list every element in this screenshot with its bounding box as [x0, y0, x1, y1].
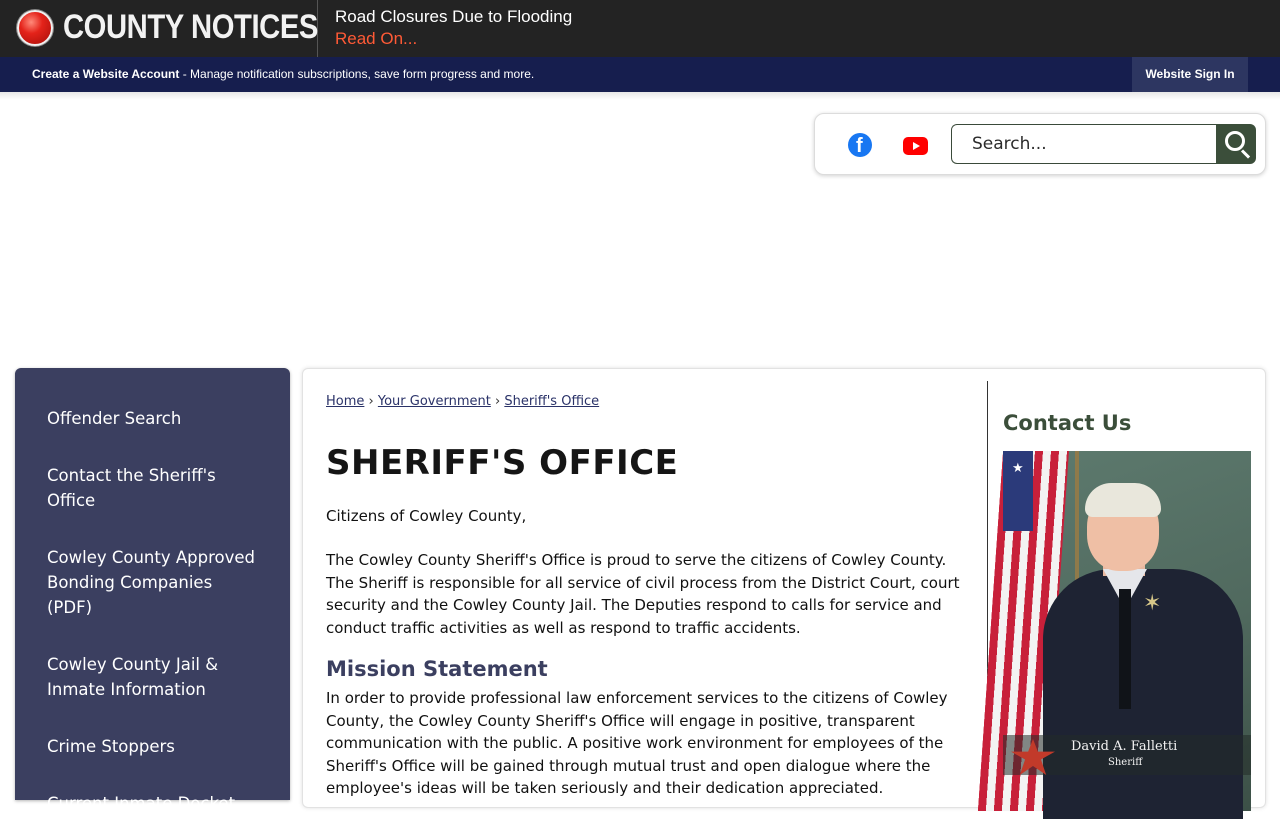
- main-content: [302, 368, 1266, 808]
- sheriff-photo: ★ ✶ David A. Falletti Sheriff: [1003, 451, 1251, 811]
- county-notices-title: COUNTY NOTICES: [63, 8, 319, 46]
- sheriff-name: David A. Falletti: [1071, 739, 1178, 754]
- breadcrumb-separator: ›: [368, 394, 374, 409]
- county-notices-bar: [0, 0, 1280, 57]
- header-shadow: [0, 92, 1280, 100]
- county-notices-brand[interactable]: [0, 0, 318, 57]
- contact-us-heading: Contact Us: [1003, 411, 1132, 435]
- greeting-text: Citizens of Cowley County,: [326, 507, 527, 525]
- search-icon: [1225, 131, 1245, 151]
- account-bar-description: - Manage notification subscriptions, save form progress and more.: [179, 67, 535, 81]
- create-account-link[interactable]: Create a Website Account: [32, 67, 180, 81]
- account-bar: [0, 57, 1280, 92]
- breadcrumb-government-link[interactable]: Your Government: [377, 394, 491, 409]
- search-input[interactable]: [951, 124, 1217, 164]
- website-sign-in-button[interactable]: Website Sign In: [1132, 57, 1248, 92]
- notice-read-on-link[interactable]: Read On...: [335, 29, 418, 48]
- sidebar-nav: [15, 368, 290, 813]
- sidebar-item-contact-sheriff[interactable]: Contact the Sheriff's Office: [47, 466, 216, 510]
- breadcrumb-separator: ›: [494, 394, 501, 409]
- page-title: SHERIFF'S OFFICE: [326, 443, 679, 483]
- notice-headline-link[interactable]: Road Closures Due to Flooding: [335, 7, 573, 26]
- breadcrumb: [326, 394, 599, 409]
- badge-star-icon: ✶: [1143, 591, 1162, 616]
- sidebar-item-inmate-docket[interactable]: Current Inmate Docket: [47, 794, 236, 813]
- intro-paragraph: The Cowley County Sheriff's Office is proud to serve the citizens of Cowley County. The Sheriff is responsible for all service of civil process from the District Court, court security and the Cowley County Jail. The Deputies respond to calls for service and conduct traffic activities as well as respond to traffic accidents.: [326, 551, 960, 637]
- mission-heading: Mission Statement: [326, 657, 548, 681]
- sheriff-role: Sheriff: [1108, 757, 1143, 768]
- search-button[interactable]: [1216, 124, 1256, 164]
- utility-box: [814, 113, 1266, 175]
- breadcrumb-current-link[interactable]: Sheriff's Office: [504, 394, 600, 409]
- facebook-icon[interactable]: f: [848, 133, 872, 157]
- youtube-icon[interactable]: [903, 137, 928, 155]
- sidebar-item-offender-search[interactable]: Offender Search: [47, 409, 182, 428]
- sidebar-item-bonding-companies[interactable]: Cowley County Approved Bonding Companies (PDF): [47, 548, 256, 617]
- account-bar-text: [32, 67, 534, 81]
- sidebar-item-crime-stoppers[interactable]: Crime Stoppers: [47, 737, 175, 756]
- breadcrumb-home-link[interactable]: Home: [326, 394, 365, 409]
- alert-light-icon: [17, 10, 53, 46]
- sidebar-item-jail-inmate-info[interactable]: Cowley County Jail & Inmate Information: [47, 655, 219, 699]
- mission-paragraph: In order to provide professional law enforcement services to the citizens of Cowley County, the Cowley County Sheriff's Office will engage in positive, transparent communication with the public. A positive work environment for employees of the Sheriff's Office will be gained through mutual trust and open dialogue where the employee's ideas will be taken seriously and their dedication appreciated.: [326, 689, 948, 797]
